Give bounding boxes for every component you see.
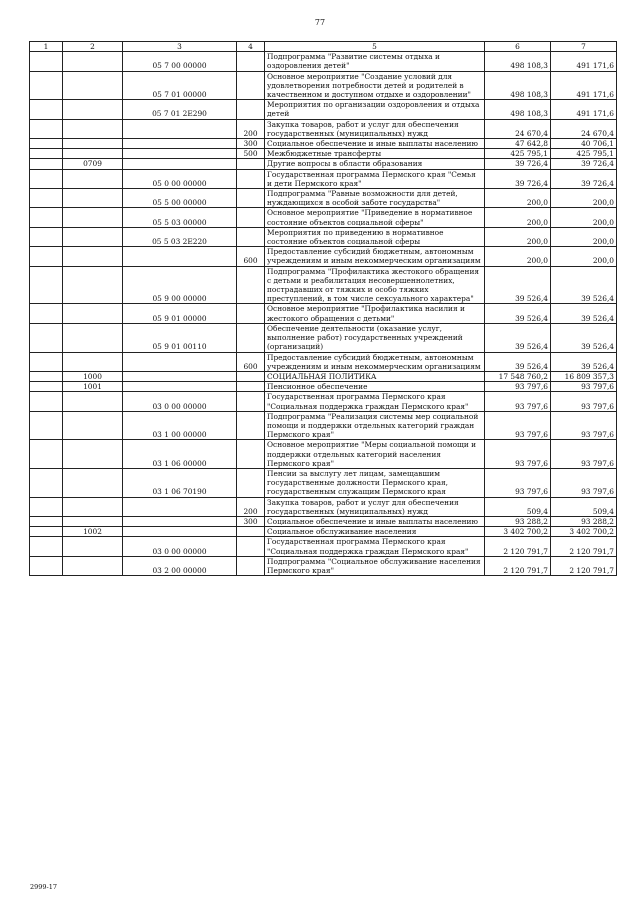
column-1-cell: [30, 189, 63, 208]
amount-year-2-cell: 2 120 791,7: [551, 537, 617, 556]
column-1-cell: [30, 497, 63, 516]
description-cell: Мероприятия по приведению в нормативное состояние объектов социальной сферы: [265, 227, 485, 246]
document-code: 2999-17: [30, 883, 58, 891]
column-1-cell: [30, 440, 63, 469]
table-body: [30, 52, 617, 576]
table-row: [30, 139, 617, 149]
expense-type-cell: [237, 411, 265, 440]
expense-type-cell: [237, 537, 265, 556]
target-article-cell: [123, 497, 237, 516]
description-cell: Другие вопросы в области образования: [265, 159, 485, 169]
table-row: [30, 382, 617, 392]
column-1-cell: [30, 208, 63, 227]
table-row: [30, 556, 617, 575]
column-1-cell: [30, 468, 63, 497]
column-1-cell: [30, 139, 63, 149]
amount-year-2-cell: 93 797,6: [551, 440, 617, 469]
amount-year-1-cell: 498 108,3: [485, 52, 551, 71]
column-1-cell: [30, 266, 63, 304]
target-article-cell: 05 9 01 00000: [123, 304, 237, 323]
header-cell: 1: [30, 42, 63, 52]
description-cell: Государственная программа Пермского края "Социальная поддержка граждан Пермского края": [265, 537, 485, 556]
table-row: [30, 169, 617, 188]
description-cell: Социальное обеспечение и иные выплаты населению: [265, 139, 485, 149]
description-cell: Государственная программа Пермского края "Семья и дети Пермского края": [265, 169, 485, 188]
amount-year-2-cell: 39 726,4: [551, 169, 617, 188]
description-cell: Межбюджетные трансферты: [265, 149, 485, 159]
description-cell: Предоставление субсидий бюджетным, автономным учреждениям и иным некоммерческим организациям: [265, 247, 485, 266]
column-1-cell: [30, 169, 63, 188]
section-code-cell: [63, 71, 123, 100]
section-code-cell: [63, 208, 123, 227]
target-article-cell: 05 7 01 2Е290: [123, 100, 237, 119]
amount-year-1-cell: 2 120 791,7: [485, 537, 551, 556]
target-article-cell: 03 0 00 00000: [123, 392, 237, 411]
amount-year-1-cell: 498 108,3: [485, 71, 551, 100]
column-1-cell: [30, 100, 63, 119]
table-row: [30, 304, 617, 323]
column-1-cell: [30, 411, 63, 440]
amount-year-1-cell: 39 526,4: [485, 323, 551, 352]
header-row: [30, 42, 617, 52]
section-code-cell: [63, 497, 123, 516]
table-row: [30, 537, 617, 556]
section-code-cell: 1000: [63, 371, 123, 381]
amount-year-2-cell: 200,0: [551, 247, 617, 266]
expense-type-cell: [237, 100, 265, 119]
table-row: [30, 227, 617, 246]
description-cell: Социальное обеспечение и иные выплаты населению: [265, 516, 485, 526]
amount-year-2-cell: 93 288,2: [551, 516, 617, 526]
target-article-cell: 03 1 06 70190: [123, 468, 237, 497]
amount-year-1-cell: 93 797,6: [485, 382, 551, 392]
target-article-cell: 03 0 00 00000: [123, 537, 237, 556]
header-cell: 4: [237, 42, 265, 52]
column-1-cell: [30, 527, 63, 537]
amount-year-2-cell: 39 526,4: [551, 323, 617, 352]
target-article-cell: [123, 149, 237, 159]
header-cell: 5: [265, 42, 485, 52]
target-article-cell: 03 2 00 00000: [123, 556, 237, 575]
section-code-cell: [63, 392, 123, 411]
table-row: [30, 52, 617, 71]
expense-type-cell: [237, 527, 265, 537]
amount-year-1-cell: 93 797,6: [485, 392, 551, 411]
description-cell: Мероприятия по организации оздоровления и отдыха детей: [265, 100, 485, 119]
expense-type-cell: [237, 208, 265, 227]
expense-type-cell: 200: [237, 119, 265, 138]
table-row: [30, 208, 617, 227]
header-cell: 6: [485, 42, 551, 52]
table-row: [30, 247, 617, 266]
section-code-cell: [63, 440, 123, 469]
table-row: [30, 527, 617, 537]
target-article-cell: [123, 527, 237, 537]
expense-type-cell: [237, 169, 265, 188]
expense-type-cell: 500: [237, 149, 265, 159]
amount-year-2-cell: 200,0: [551, 189, 617, 208]
target-article-cell: 05 9 00 00000: [123, 266, 237, 304]
table-row: [30, 149, 617, 159]
column-1-cell: [30, 323, 63, 352]
amount-year-2-cell: 491 171,6: [551, 100, 617, 119]
description-cell: Социальное обслуживание населения: [265, 527, 485, 537]
amount-year-1-cell: 93 797,6: [485, 468, 551, 497]
amount-year-1-cell: 39 526,4: [485, 266, 551, 304]
description-cell: Предоставление субсидий бюджетным, автономным учреждениям и иным некоммерческим организациям: [265, 352, 485, 371]
header-cell: 3: [123, 42, 237, 52]
amount-year-2-cell: 200,0: [551, 208, 617, 227]
section-code-cell: [63, 247, 123, 266]
target-article-cell: 05 0 00 00000: [123, 169, 237, 188]
target-article-cell: 05 7 00 00000: [123, 52, 237, 71]
section-code-cell: [63, 516, 123, 526]
target-article-cell: [123, 119, 237, 138]
amount-year-1-cell: 200,0: [485, 227, 551, 246]
table-row: [30, 159, 617, 169]
table-row: [30, 392, 617, 411]
target-article-cell: 03 1 06 00000: [123, 440, 237, 469]
description-cell: Основное мероприятие "Приведение в нормативное состояние объектов социальной сферы": [265, 208, 485, 227]
expense-type-cell: [237, 440, 265, 469]
target-article-cell: 05 5 00 00000: [123, 189, 237, 208]
target-article-cell: [123, 371, 237, 381]
table-row: [30, 323, 617, 352]
column-1-cell: [30, 227, 63, 246]
amount-year-2-cell: 93 797,6: [551, 382, 617, 392]
column-1-cell: [30, 159, 63, 169]
table-row: [30, 497, 617, 516]
section-code-cell: [63, 119, 123, 138]
amount-year-1-cell: 39 726,4: [485, 169, 551, 188]
column-1-cell: [30, 382, 63, 392]
section-code-cell: [63, 139, 123, 149]
amount-year-2-cell: 3 402 700,2: [551, 527, 617, 537]
column-1-cell: [30, 352, 63, 371]
description-cell: Обеспечение деятельности (оказание услуг, выполнение работ) государственных учреждений (организаций): [265, 323, 485, 352]
amount-year-1-cell: 47 642,8: [485, 139, 551, 149]
header-cell: 7: [551, 42, 617, 52]
expense-type-cell: [237, 371, 265, 381]
expense-type-cell: [237, 392, 265, 411]
section-code-cell: [63, 537, 123, 556]
expense-type-cell: 600: [237, 247, 265, 266]
description-cell: Подпрограмма "Развитие системы отдыха и оздоровления детей": [265, 52, 485, 71]
target-article-cell: 05 5 03 2Е220: [123, 227, 237, 246]
section-code-cell: [63, 169, 123, 188]
amount-year-2-cell: 93 797,6: [551, 411, 617, 440]
amount-year-1-cell: 200,0: [485, 247, 551, 266]
description-cell: СОЦИАЛЬНАЯ ПОЛИТИКА: [265, 371, 485, 381]
table-row: [30, 189, 617, 208]
column-1-cell: [30, 304, 63, 323]
description-cell: Основное мероприятие "Профилактика насилия и жестокого обращения с детьми": [265, 304, 485, 323]
description-cell: Подпрограмма "Профилактика жестокого обращения с детьми и реабилитация несовершеннолетних, пострадавших от тяжких и особо тяжких преступлений, в том числе сексуального характера": [265, 266, 485, 304]
target-article-cell: [123, 382, 237, 392]
amount-year-1-cell: 93 288,2: [485, 516, 551, 526]
section-code-cell: [63, 52, 123, 71]
column-1-cell: [30, 149, 63, 159]
description-cell: Пенсионное обеспечение: [265, 382, 485, 392]
table-row: [30, 468, 617, 497]
amount-year-1-cell: 17 548 760,2: [485, 371, 551, 381]
column-1-cell: [30, 71, 63, 100]
expense-type-cell: [237, 556, 265, 575]
expense-type-cell: [237, 52, 265, 71]
amount-year-2-cell: 509,4: [551, 497, 617, 516]
column-1-cell: [30, 392, 63, 411]
expense-type-cell: [237, 159, 265, 169]
amount-year-1-cell: 3 402 700,2: [485, 527, 551, 537]
section-code-cell: [63, 556, 123, 575]
amount-year-2-cell: 40 706,1: [551, 139, 617, 149]
expense-type-cell: 300: [237, 139, 265, 149]
amount-year-2-cell: 39 526,4: [551, 266, 617, 304]
description-cell: Закупка товаров, работ и услуг для обеспечения государственных (муниципальных) нужд: [265, 119, 485, 138]
amount-year-1-cell: 2 120 791,7: [485, 556, 551, 575]
amount-year-1-cell: 39 526,4: [485, 304, 551, 323]
description-cell: Основное мероприятие "Создание условий для удовлетворения потребности детей и родителей в качественном и доступном отдыхе и оздоровлении": [265, 71, 485, 100]
expense-type-cell: 200: [237, 497, 265, 516]
section-code-cell: [63, 227, 123, 246]
section-code-cell: [63, 100, 123, 119]
expense-type-cell: [237, 189, 265, 208]
amount-year-2-cell: 39 526,4: [551, 352, 617, 371]
column-1-cell: [30, 247, 63, 266]
table-row: [30, 71, 617, 100]
description-cell: Подпрограмма "Социальное обслуживание населения Пермского края": [265, 556, 485, 575]
table-row: [30, 440, 617, 469]
section-code-cell: [63, 266, 123, 304]
amount-year-1-cell: 39 526,4: [485, 352, 551, 371]
amount-year-2-cell: 24 670,4: [551, 119, 617, 138]
amount-year-2-cell: 491 171,6: [551, 52, 617, 71]
column-1-cell: [30, 52, 63, 71]
table-row: [30, 100, 617, 119]
target-article-cell: [123, 139, 237, 149]
target-article-cell: 03 1 00 00000: [123, 411, 237, 440]
amount-year-2-cell: 16 809 357,3: [551, 371, 617, 381]
target-article-cell: [123, 159, 237, 169]
column-1-cell: [30, 371, 63, 381]
expense-type-cell: [237, 266, 265, 304]
amount-year-2-cell: 39 726,4: [551, 159, 617, 169]
target-article-cell: [123, 352, 237, 371]
section-code-cell: [63, 304, 123, 323]
column-1-cell: [30, 537, 63, 556]
column-1-cell: [30, 119, 63, 138]
amount-year-1-cell: 93 797,6: [485, 440, 551, 469]
amount-year-1-cell: 39 726,4: [485, 159, 551, 169]
amount-year-1-cell: 93 797,6: [485, 411, 551, 440]
table-row: [30, 371, 617, 381]
description-cell: Подпрограмма "Равные возможности для детей, нуждающихся в особой заботе государства": [265, 189, 485, 208]
target-article-cell: [123, 247, 237, 266]
section-code-cell: [63, 468, 123, 497]
section-code-cell: 1002: [63, 527, 123, 537]
table-row: [30, 119, 617, 138]
amount-year-2-cell: 2 120 791,7: [551, 556, 617, 575]
description-cell: Подпрограмма "Реализация системы мер социальной помощи и поддержки отдельных категорий граждан Пермского края": [265, 411, 485, 440]
amount-year-2-cell: 93 797,6: [551, 392, 617, 411]
amount-year-1-cell: 24 670,4: [485, 119, 551, 138]
column-1-cell: [30, 516, 63, 526]
column-1-cell: [30, 556, 63, 575]
expense-type-cell: [237, 71, 265, 100]
expense-type-cell: [237, 227, 265, 246]
expense-type-cell: [237, 382, 265, 392]
expense-type-cell: 300: [237, 516, 265, 526]
amount-year-2-cell: 200,0: [551, 227, 617, 246]
table-row: [30, 411, 617, 440]
description-cell: Пенсии за выслугу лет лицам, замещавшим государственные должности Пермского края, государственным служащим Пермского края: [265, 468, 485, 497]
description-cell: Государственная программа Пермского края "Социальная поддержка граждан Пермского края": [265, 392, 485, 411]
table-row: [30, 516, 617, 526]
amount-year-1-cell: 509,4: [485, 497, 551, 516]
amount-year-2-cell: 491 171,6: [551, 71, 617, 100]
amount-year-2-cell: 39 526,4: [551, 304, 617, 323]
section-code-cell: 0709: [63, 159, 123, 169]
header-cell: 2: [63, 42, 123, 52]
section-code-cell: 1001: [63, 382, 123, 392]
page-number: 77: [314, 18, 326, 27]
section-code-cell: [63, 149, 123, 159]
amount-year-2-cell: 425 795,1: [551, 149, 617, 159]
expense-type-cell: [237, 323, 265, 352]
budget-table: [29, 41, 617, 576]
expense-type-cell: [237, 304, 265, 323]
target-article-cell: 05 7 01 00000: [123, 71, 237, 100]
amount-year-1-cell: 200,0: [485, 189, 551, 208]
expense-type-cell: 600: [237, 352, 265, 371]
target-article-cell: [123, 516, 237, 526]
amount-year-2-cell: 93 797,6: [551, 468, 617, 497]
expense-type-cell: [237, 468, 265, 497]
section-code-cell: [63, 323, 123, 352]
section-code-cell: [63, 411, 123, 440]
target-article-cell: 05 9 01 00110: [123, 323, 237, 352]
table-row: [30, 266, 617, 304]
section-code-cell: [63, 189, 123, 208]
target-article-cell: 05 5 03 00000: [123, 208, 237, 227]
amount-year-1-cell: 498 108,3: [485, 100, 551, 119]
description-cell: Основное мероприятие "Меры социальной помощи и поддержки отдельных категорий населения Пермского края": [265, 440, 485, 469]
amount-year-1-cell: 200,0: [485, 208, 551, 227]
description-cell: Закупка товаров, работ и услуг для обеспечения государственных (муниципальных) нужд: [265, 497, 485, 516]
table-row: [30, 352, 617, 371]
amount-year-1-cell: 425 795,1: [485, 149, 551, 159]
section-code-cell: [63, 352, 123, 371]
